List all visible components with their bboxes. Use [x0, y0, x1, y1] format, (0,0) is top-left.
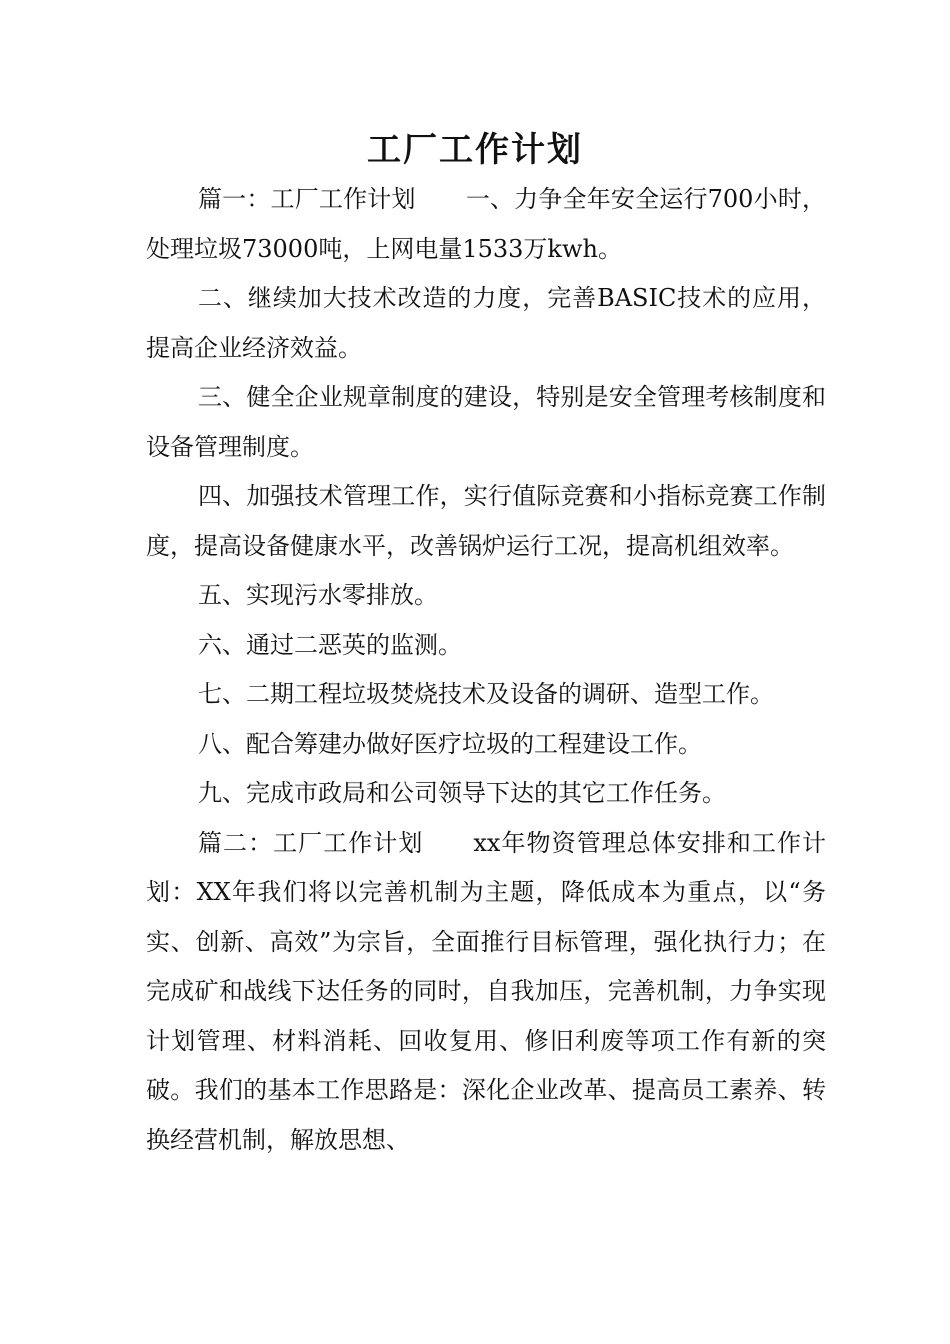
- paragraph-3: 三、健全企业规章制度的建设，特别是安全管理考核制度和设备管理制度。: [146, 383, 826, 461]
- paragraph-9: 九、完成市政局和公司领导下达的其它工作任务。: [198, 779, 726, 807]
- section-heading-2: 篇二：工厂工作计划: [198, 828, 424, 857]
- paragraph-1: [146, 175, 826, 274]
- paragraph-7: 七、二期工程垃圾焚烧技术及设备的调研、造型工作。: [198, 680, 774, 708]
- paragraph-6: 六、通过二恶英的监测。: [198, 630, 462, 659]
- section-heading-1: 篇一：工厂工作计划: [198, 185, 416, 213]
- paragraph-2: 二、继续加大技术改造的力度，完善BASIC技术的应用，提高企业经济效益。: [146, 284, 826, 362]
- paragraph-4: 四、加强技术管理工作，实行值际竞赛和小指标竞赛工作制度，提高设备健康水平，改善锅炉运行工况，提高机组效率。: [146, 482, 826, 560]
- paragraph-8: 八、配合筹建办做好医疗垃圾的工程建设工作。: [198, 729, 702, 758]
- paragraph-10: [146, 819, 826, 1166]
- document-title: 工厂工作计划: [367, 130, 583, 170]
- document-body: [146, 175, 826, 1165]
- paragraph-5: 五、实现污水零排放。: [198, 581, 438, 609]
- paragraph-text: 一、力争全年安全运行700小时，处理垃圾73000吨，上网电量1533万kwh。: [146, 185, 826, 263]
- paragraph-text: xx年物资管理总体安排和工作计划：XX年我们将以完善机制为主题，降低成本为重点，以“务实、创新、高效”为宗旨，全面推行目标管理，强化执行力；在完成矿和战线下达任务的同时，自我加压，完善机制，力争实现计划管理、材料消耗、回收复用、修旧利废等项工作有新的突破。我们的基本工作思路是：深化企业改革、提高员工素养、转换经营机制，解放思想、: [146, 828, 827, 1154]
